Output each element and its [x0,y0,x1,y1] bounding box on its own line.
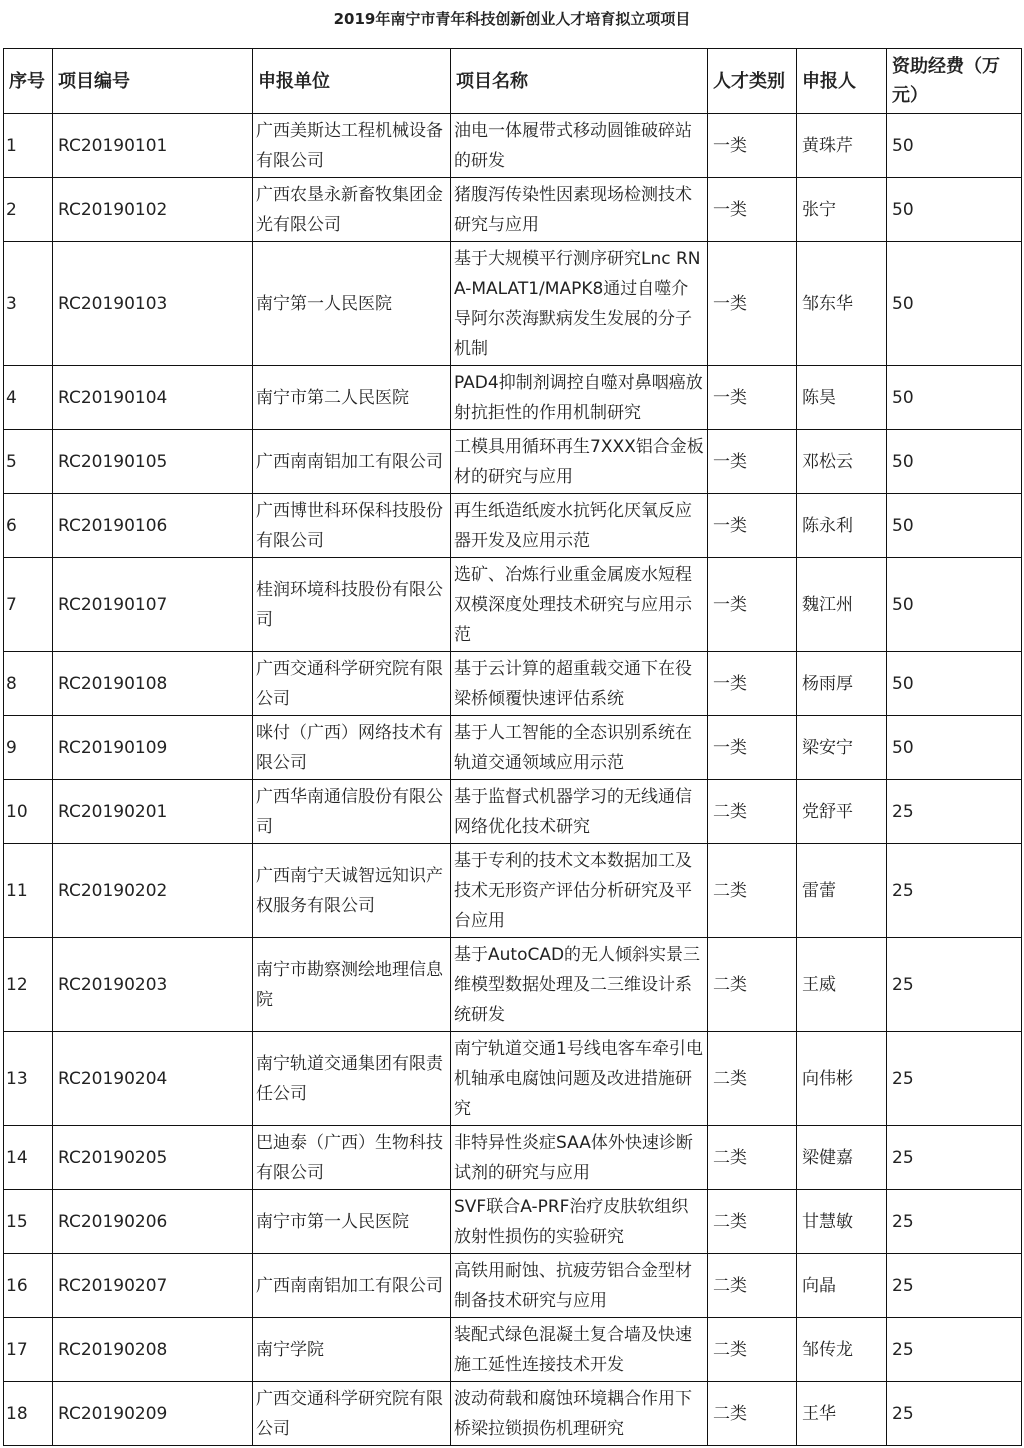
cell-unit: 广西交通科学研究院有限公司 [253,1382,451,1446]
cell-no: 11 [4,844,53,938]
cell-applicant: 王华 [797,1382,887,1446]
cell-funding: 50 [887,558,1022,652]
cell-no: 8 [4,652,53,716]
cell-code: RC20190208 [53,1318,253,1382]
cell-category: 一类 [708,430,797,494]
cell-name: 基于AutoCAD的无人倾斜实景三维模型数据处理及二三维设计系统研发 [451,938,708,1032]
cell-unit: 广西南南铝加工有限公司 [253,1254,451,1318]
cell-funding: 25 [887,844,1022,938]
cell-no: 13 [4,1032,53,1126]
cell-name: 基于专利的技术文本数据加工及技术无形资产评估分析研究及平台应用 [451,844,708,938]
cell-applicant: 王威 [797,938,887,1032]
cell-applicant: 邓松云 [797,430,887,494]
cell-no: 9 [4,716,53,780]
table-row [4,1190,1022,1254]
cell-code: RC20190109 [53,716,253,780]
cell-applicant: 雷蕾 [797,844,887,938]
table-row [4,1126,1022,1190]
cell-no: 5 [4,430,53,494]
cell-unit: 南宁第一人民医院 [253,242,451,366]
table-row [4,114,1022,178]
cell-code: RC20190204 [53,1032,253,1126]
cell-funding: 25 [887,1190,1022,1254]
cell-unit: 广西农垦永新畜牧集团金光有限公司 [253,178,451,242]
cell-category: 二类 [708,938,797,1032]
cell-name: 油电一体履带式移动圆锥破碎站的研发 [451,114,708,178]
cell-no: 15 [4,1190,53,1254]
cell-code: RC20190103 [53,242,253,366]
cell-no: 1 [4,114,53,178]
cell-code: RC20190108 [53,652,253,716]
cell-applicant: 张宁 [797,178,887,242]
cell-unit: 南宁轨道交通集团有限责任公司 [253,1032,451,1126]
cell-no: 10 [4,780,53,844]
cell-no: 14 [4,1126,53,1190]
cell-funding: 50 [887,716,1022,780]
cell-no: 12 [4,938,53,1032]
cell-code: RC20190107 [53,558,253,652]
cell-applicant: 向伟彬 [797,1032,887,1126]
table-row [4,558,1022,652]
document-title: 2019年南宁市青年科技创新创业人才培育拟立项项目 [333,10,691,28]
cell-name: PAD4抑制剂调控自噬对鼻咽癌放射抗拒性的作用机制研究 [451,366,708,430]
cell-category: 一类 [708,652,797,716]
cell-name: 南宁轨道交通1号线电客车牵引电机轴承电腐蚀问题及改进措施研究 [451,1032,708,1126]
cell-unit: 南宁市第二人民医院 [253,366,451,430]
cell-name: 工模具用循环再生7XXX铝合金板材的研究与应用 [451,430,708,494]
cell-category: 二类 [708,1032,797,1126]
table-row [4,716,1022,780]
table-row [4,1382,1022,1446]
header-unit: 申报单位 [253,49,451,114]
cell-code: RC20190202 [53,844,253,938]
cell-unit: 广西南南铝加工有限公司 [253,430,451,494]
table-row [4,430,1022,494]
cell-category: 二类 [708,1382,797,1446]
header-category: 人才类别 [708,49,797,114]
cell-category: 一类 [708,716,797,780]
cell-code: RC20190205 [53,1126,253,1190]
cell-unit: 广西南宁天诚智远知识产权服务有限公司 [253,844,451,938]
cell-category: 一类 [708,178,797,242]
cell-no: 18 [4,1382,53,1446]
table-row [4,1318,1022,1382]
cell-funding: 25 [887,780,1022,844]
cell-applicant: 陈永利 [797,494,887,558]
table-row [4,242,1022,366]
cell-code: RC20190206 [53,1190,253,1254]
cell-no: 7 [4,558,53,652]
cell-unit: 广西美斯达工程机械设备有限公司 [253,114,451,178]
table-row [4,494,1022,558]
cell-code: RC20190104 [53,366,253,430]
cell-funding: 50 [887,114,1022,178]
cell-category: 一类 [708,558,797,652]
cell-category: 一类 [708,114,797,178]
cell-unit: 咪付（广西）网络技术有限公司 [253,716,451,780]
cell-code: RC20190102 [53,178,253,242]
cell-unit: 南宁市勘察测绘地理信息院 [253,938,451,1032]
cell-no: 6 [4,494,53,558]
cell-applicant: 杨雨厚 [797,652,887,716]
header-name: 项目名称 [451,49,708,114]
cell-category: 二类 [708,1190,797,1254]
cell-no: 16 [4,1254,53,1318]
header-funding: 资助经费（万元） [887,49,1022,114]
cell-no: 4 [4,366,53,430]
table-row [4,844,1022,938]
cell-name: 高铁用耐蚀、抗疲劳铝合金型材制备技术研究与应用 [451,1254,708,1318]
cell-unit: 广西博世科环保科技股份有限公司 [253,494,451,558]
cell-applicant: 陈昊 [797,366,887,430]
cell-category: 二类 [708,1318,797,1382]
cell-unit: 南宁学院 [253,1318,451,1382]
cell-code: RC20190106 [53,494,253,558]
cell-no: 2 [4,178,53,242]
cell-code: RC20190101 [53,114,253,178]
cell-applicant: 梁安宁 [797,716,887,780]
cell-unit: 巴迪泰（广西）生物科技有限公司 [253,1126,451,1190]
cell-name: 再生纸造纸废水抗钙化厌氧反应器开发及应用示范 [451,494,708,558]
table-row [4,366,1022,430]
table-row [4,1254,1022,1318]
cell-applicant: 魏江州 [797,558,887,652]
table-row [4,1032,1022,1126]
cell-no: 17 [4,1318,53,1382]
cell-category: 二类 [708,780,797,844]
cell-category: 二类 [708,1254,797,1318]
cell-applicant: 邹东华 [797,242,887,366]
cell-category: 二类 [708,1126,797,1190]
header-no: 序号 [4,49,53,114]
cell-name: 基于人工智能的全态识别系统在轨道交通领域应用示范 [451,716,708,780]
cell-name: 基于监督式机器学习的无线通信网络优化技术研究 [451,780,708,844]
cell-applicant: 向晶 [797,1254,887,1318]
cell-funding: 25 [887,1032,1022,1126]
cell-category: 一类 [708,366,797,430]
cell-applicant: 甘慧敏 [797,1190,887,1254]
cell-name: 非特异性炎症SAA体外快速诊断试剂的研究与应用 [451,1126,708,1190]
cell-funding: 25 [887,1318,1022,1382]
table-row [4,178,1022,242]
cell-funding: 50 [887,178,1022,242]
cell-code: RC20190105 [53,430,253,494]
cell-name: SVF联合A-PRF治疗皮肤软组织放射性损伤的实验研究 [451,1190,708,1254]
cell-name: 选矿、冶炼行业重金属废水短程双模深度处理技术研究与应用示范 [451,558,708,652]
cell-funding: 50 [887,242,1022,366]
table-row [4,652,1022,716]
cell-name: 基于大规模平行测序研究Lnc RNA-MALAT1/MAPK8通过自噬介导阿尔茨海默病发生发展的分子机制 [451,242,708,366]
project-table [3,48,1022,1446]
cell-funding: 50 [887,430,1022,494]
cell-name: 装配式绿色混凝土复合墙及快速施工延性连接技术开发 [451,1318,708,1382]
cell-funding: 25 [887,1254,1022,1318]
cell-unit: 广西华南通信股份有限公司 [253,780,451,844]
cell-category: 二类 [708,844,797,938]
cell-unit: 广西交通科学研究院有限公司 [253,652,451,716]
cell-applicant: 党舒平 [797,780,887,844]
cell-no: 3 [4,242,53,366]
cell-funding: 50 [887,652,1022,716]
header-applicant: 申报人 [797,49,887,114]
cell-applicant: 邹传龙 [797,1318,887,1382]
cell-code: RC20190207 [53,1254,253,1318]
cell-funding: 25 [887,1126,1022,1190]
cell-funding: 25 [887,1382,1022,1446]
cell-unit: 桂润环境科技股份有限公司 [253,558,451,652]
cell-code: RC20190201 [53,780,253,844]
header-row [4,49,1022,114]
cell-category: 一类 [708,494,797,558]
cell-applicant: 梁健嘉 [797,1126,887,1190]
header-code: 项目编号 [53,49,253,114]
cell-code: RC20190203 [53,938,253,1032]
table-row [4,938,1022,1032]
cell-funding: 50 [887,366,1022,430]
cell-name: 波动荷载和腐蚀环境耦合作用下桥梁拉锁损伤机理研究 [451,1382,708,1446]
cell-category: 一类 [708,242,797,366]
cell-name: 基于云计算的超重载交通下在役梁桥倾覆快速评估系统 [451,652,708,716]
cell-name: 猪腹泻传染性因素现场检测技术研究与应用 [451,178,708,242]
cell-code: RC20190209 [53,1382,253,1446]
cell-applicant: 黄珠芹 [797,114,887,178]
cell-funding: 25 [887,938,1022,1032]
cell-funding: 50 [887,494,1022,558]
cell-unit: 南宁市第一人民医院 [253,1190,451,1254]
table-row [4,780,1022,844]
